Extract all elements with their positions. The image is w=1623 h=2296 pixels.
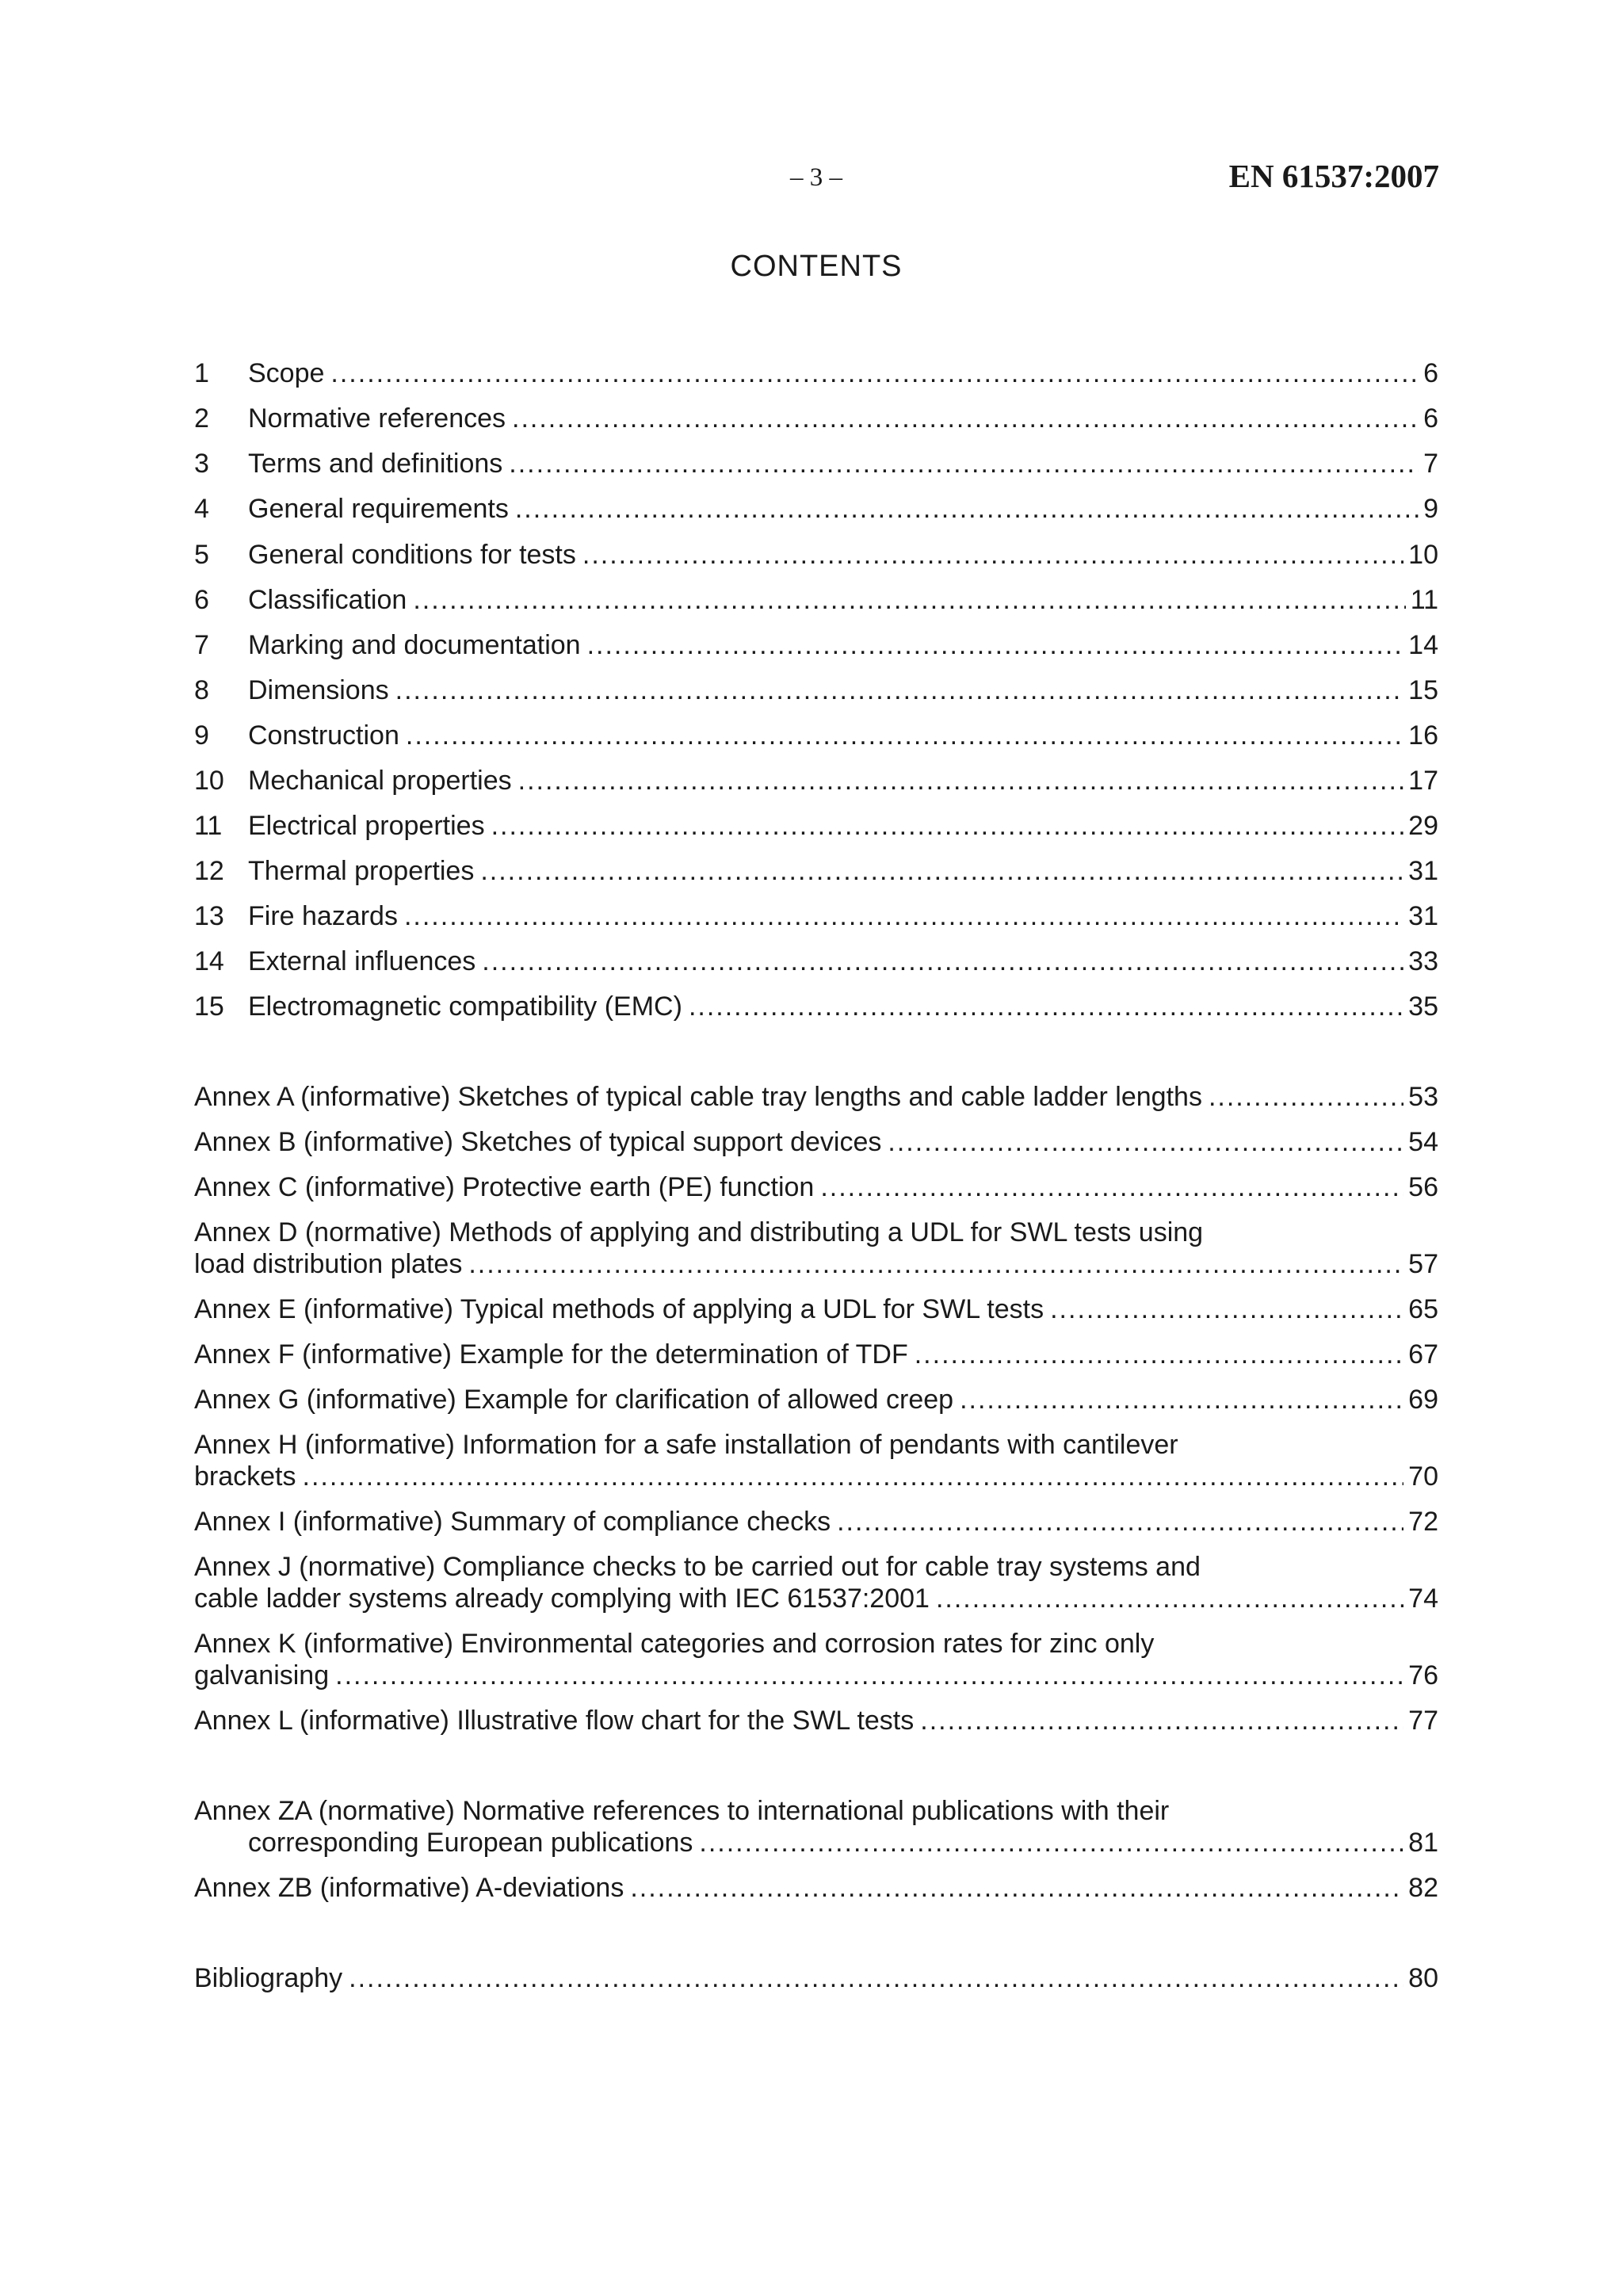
- page-ref: 9: [1423, 494, 1438, 524]
- toc-entry-annex[interactable]: [194, 1628, 1438, 1694]
- clause-label: Terms and definitions: [248, 449, 503, 479]
- toc-entry-clause[interactable]: [194, 810, 1438, 845]
- annex-label: Annex B (informative) Sketches of typical support devices: [194, 1127, 882, 1157]
- toc-entry-annex[interactable]: [194, 1293, 1438, 1328]
- leader-dots: [936, 1583, 1403, 1614]
- annex-label-continued: cable ladder systems already complying with IEC 61537:2001: [194, 1584, 930, 1614]
- annex-label: Annex D (normative) Methods of applying and distributing a UDL for SWL tests using: [194, 1217, 1204, 1247]
- toc-entry-clause[interactable]: [194, 855, 1438, 890]
- page-ref: 29: [1408, 811, 1438, 841]
- page-ref: 56: [1408, 1172, 1438, 1202]
- annex-label: Annex A (informative) Sketches of typical cable tray lengths and cable ladder lengths: [194, 1082, 1202, 1112]
- leader-dots: [820, 1171, 1403, 1203]
- toc-entry-clause[interactable]: [194, 900, 1438, 935]
- clause-number: 9: [194, 720, 209, 751]
- leader-dots: [406, 720, 1403, 751]
- leader-dots: [515, 493, 1419, 525]
- clause-label: External influences: [248, 946, 476, 976]
- annex-label: Annex J (normative) Compliance checks to be carried out for cable tray systems and: [194, 1552, 1201, 1582]
- page-ref: 77: [1408, 1706, 1438, 1736]
- page-number: – 3 –: [790, 163, 842, 192]
- clause-label: Electrical properties: [248, 811, 485, 841]
- toc-entry-bibliography[interactable]: [194, 1962, 1438, 1997]
- page-ref: 53: [1408, 1082, 1438, 1112]
- page-ref: 10: [1408, 540, 1438, 570]
- leader-dots: [404, 900, 1403, 932]
- page-ref: 14: [1408, 630, 1438, 660]
- clause-number: 5: [194, 540, 209, 570]
- leader-dots: [303, 1461, 1404, 1492]
- page-ref: 67: [1408, 1339, 1438, 1370]
- clause-label: Scope: [248, 358, 325, 388]
- toc-entry-clause[interactable]: [194, 403, 1438, 437]
- clause-number: 15: [194, 991, 224, 1022]
- clause-number: 7: [194, 630, 209, 660]
- annex-label: Annex K (informative) Environmental categories and corrosion rates for zinc only: [194, 1629, 1155, 1659]
- page-ref: 72: [1408, 1507, 1438, 1537]
- annex-label-continued: load distribution plates: [194, 1249, 463, 1279]
- page-ref: 57: [1408, 1249, 1438, 1279]
- clause-label: Dimensions: [248, 675, 389, 705]
- page-ref: 6: [1423, 403, 1438, 434]
- clause-label: Thermal properties: [248, 856, 475, 886]
- page-ref: 7: [1423, 449, 1438, 479]
- clause-number: 4: [194, 494, 209, 524]
- leader-dots: [335, 1660, 1403, 1691]
- leader-dots: [1209, 1081, 1403, 1113]
- toc-entry-annex[interactable]: [194, 1126, 1438, 1161]
- clause-label: General requirements: [248, 494, 509, 524]
- toc-entry-clause[interactable]: [194, 539, 1438, 574]
- leader-dots: [491, 810, 1404, 842]
- toc-entry-annex[interactable]: [194, 1429, 1438, 1496]
- toc-entry-clause[interactable]: [194, 765, 1438, 800]
- clause-number: 3: [194, 449, 209, 479]
- page-ref: 6: [1423, 358, 1438, 388]
- toc-entry-annex[interactable]: [194, 1384, 1438, 1419]
- leader-dots: [1050, 1293, 1403, 1325]
- toc-entry-annex[interactable]: [194, 1506, 1438, 1541]
- leader-dots: [960, 1384, 1403, 1415]
- clause-number: 10: [194, 766, 224, 796]
- contents-title: CONTENTS: [730, 250, 903, 283]
- leader-dots: [395, 674, 1404, 706]
- page-ref: 74: [1408, 1584, 1438, 1614]
- clause-label: Fire hazards: [248, 901, 398, 931]
- page-ref: 11: [1410, 585, 1438, 615]
- leader-dots: [518, 765, 1404, 797]
- annex-label: Annex L (informative) Illustrative flow chart for the SWL tests: [194, 1706, 915, 1736]
- clause-number: 13: [194, 901, 224, 931]
- toc-entry-clause[interactable]: [194, 946, 1438, 980]
- leader-dots: [689, 991, 1403, 1022]
- page-ref: 31: [1408, 901, 1438, 931]
- page-ref: 80: [1408, 1963, 1438, 1993]
- toc-entry-clause[interactable]: [194, 448, 1438, 483]
- toc-entry-annex[interactable]: [194, 1217, 1438, 1283]
- clause-label: Normative references: [248, 403, 506, 434]
- page-ref: 81: [1408, 1828, 1438, 1858]
- leader-dots: [888, 1126, 1403, 1158]
- bibliography-label: Bibliography: [194, 1963, 343, 1993]
- page-ref: 17: [1408, 766, 1438, 796]
- annex-label: Annex G (informative) Example for clarification of allowed creep: [194, 1385, 954, 1415]
- clause-label: General conditions for tests: [248, 540, 576, 570]
- page-ref: 82: [1408, 1873, 1438, 1903]
- toc-entry-annex[interactable]: [194, 1081, 1438, 1116]
- toc-entry-annex-z[interactable]: [194, 1872, 1438, 1907]
- document-reference: EN 61537:2007: [1228, 158, 1439, 194]
- leader-dots: [915, 1339, 1403, 1370]
- clause-number: 11: [194, 811, 223, 841]
- leader-dots: [480, 855, 1403, 887]
- leader-dots: [582, 539, 1403, 571]
- toc-entry-clause[interactable]: [194, 584, 1438, 619]
- page-ref: 65: [1408, 1294, 1438, 1324]
- toc-entry-annex[interactable]: [194, 1339, 1438, 1373]
- toc-entry-clause[interactable]: [194, 493, 1438, 528]
- leader-dots: [509, 448, 1419, 479]
- annex-label: Annex C (informative) Protective earth (PE) function: [194, 1172, 815, 1202]
- clause-number: 1: [194, 358, 209, 388]
- leader-dots: [587, 629, 1404, 661]
- leader-dots: [330, 357, 1419, 389]
- toc-entry-clause[interactable]: [194, 674, 1438, 709]
- page-ref: 54: [1408, 1127, 1438, 1157]
- clause-label: Construction: [248, 720, 399, 751]
- toc-entry-clause[interactable]: [194, 720, 1438, 755]
- leader-dots: [413, 584, 1405, 616]
- clause-label: Classification: [248, 585, 407, 615]
- page-ref: 15: [1408, 675, 1438, 705]
- clause-label: Mechanical properties: [248, 766, 512, 796]
- page-ref: 70: [1408, 1461, 1438, 1492]
- clause-label: Marking and documentation: [248, 630, 581, 660]
- leader-dots: [482, 946, 1403, 977]
- leader-dots: [920, 1705, 1403, 1736]
- leader-dots: [349, 1962, 1403, 1994]
- annex-label: Annex H (informative) Information for a safe installation of pendants with cantilever: [194, 1430, 1178, 1460]
- page-ref: 76: [1408, 1660, 1438, 1690]
- toc-entry-clause[interactable]: [194, 357, 1438, 392]
- annex-label: Annex I (informative) Summary of compliance checks: [194, 1507, 831, 1537]
- clause-number: 2: [194, 403, 209, 434]
- clause-number: 12: [194, 856, 224, 886]
- annex-label-continued: brackets: [194, 1461, 296, 1492]
- page-ref: 31: [1408, 856, 1438, 886]
- toc-entry-clause[interactable]: [194, 991, 1438, 1026]
- page-ref: 69: [1408, 1385, 1438, 1415]
- toc-entry-annex-z[interactable]: [194, 1795, 1438, 1862]
- leader-dots: [468, 1248, 1403, 1280]
- toc-entry-annex[interactable]: [194, 1551, 1438, 1618]
- page-ref: 35: [1408, 991, 1438, 1022]
- leader-dots: [512, 403, 1419, 434]
- annex-label-continued: corresponding European publications: [248, 1828, 693, 1858]
- annex-label: Annex ZA (normative) Normative references to international publications with their: [194, 1796, 1170, 1826]
- annex-label-continued: galvanising: [194, 1660, 330, 1690]
- toc-entry-annex[interactable]: [194, 1705, 1438, 1740]
- clause-number: 14: [194, 946, 224, 976]
- page-ref: 16: [1408, 720, 1438, 751]
- clause-label: Electromagnetic compatibility (EMC): [248, 991, 682, 1022]
- annex-label: Annex E (informative) Typical methods of applying a UDL for SWL tests: [194, 1294, 1044, 1324]
- annex-label: Annex ZB (informative) A-deviations: [194, 1873, 624, 1903]
- leader-dots: [630, 1872, 1403, 1904]
- annex-label: Annex F (informative) Example for the determination of TDF: [194, 1339, 908, 1370]
- clause-number: 8: [194, 675, 209, 705]
- leader-dots: [837, 1506, 1403, 1538]
- page-ref: 33: [1408, 946, 1438, 976]
- leader-dots: [699, 1827, 1403, 1859]
- clause-number: 6: [194, 585, 209, 615]
- toc-entry-annex[interactable]: [194, 1171, 1438, 1206]
- toc-entry-clause[interactable]: [194, 629, 1438, 664]
